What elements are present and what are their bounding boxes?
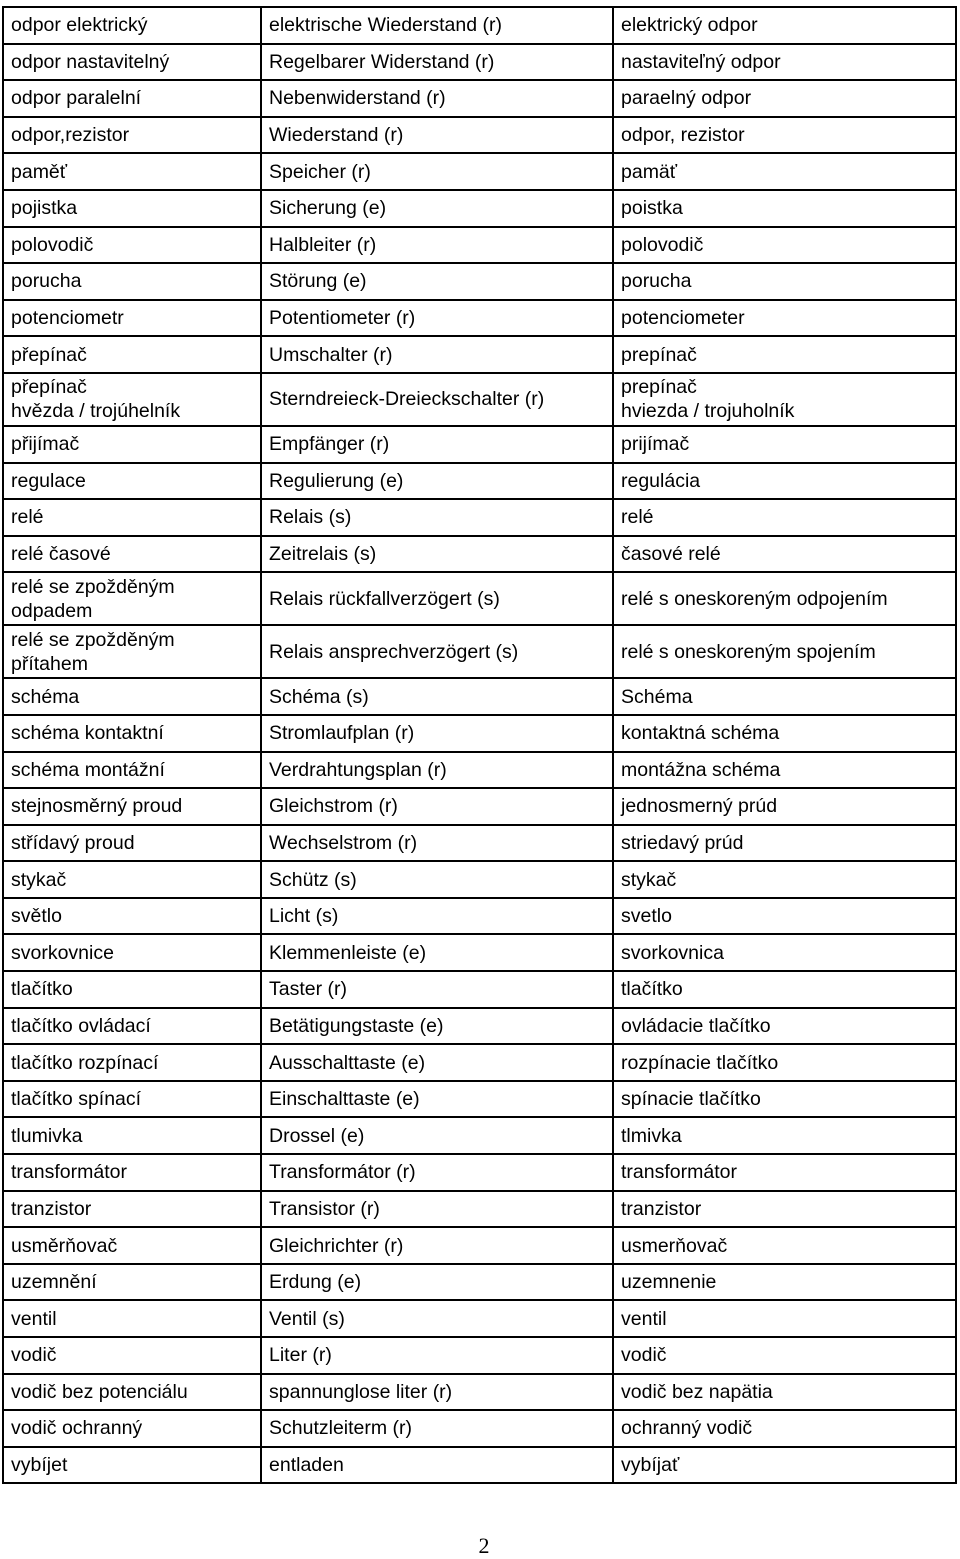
slovak-term-cell: pamäť bbox=[613, 153, 956, 190]
slovak-term-cell: ventil bbox=[613, 1300, 956, 1337]
german-term-cell: Störung (e) bbox=[261, 263, 613, 300]
slovak-term-cell: uzemnenie bbox=[613, 1264, 956, 1301]
czech-term-cell: relé se zpožděným přítahem bbox=[3, 625, 261, 678]
german-term-cell: Regulierung (e) bbox=[261, 463, 613, 500]
german-term-cell: Erdung (e) bbox=[261, 1264, 613, 1301]
german-term-cell: Gleichrichter (r) bbox=[261, 1227, 613, 1264]
table-row bbox=[3, 1264, 956, 1301]
czech-term-cell: tlačítko spínací bbox=[3, 1081, 261, 1118]
table-row bbox=[3, 715, 956, 752]
table-row bbox=[3, 1374, 956, 1411]
czech-term-cell: relé bbox=[3, 499, 261, 536]
glossary-table bbox=[2, 6, 957, 1484]
czech-term-cell: vybíjet bbox=[3, 1447, 261, 1484]
czech-term-cell: přepínač hvězda / trojúhelník bbox=[3, 373, 261, 426]
table-row bbox=[3, 263, 956, 300]
table-row bbox=[3, 1191, 956, 1228]
table-row bbox=[3, 1117, 956, 1154]
table-row bbox=[3, 300, 956, 337]
czech-term-cell: tlačítko rozpínací bbox=[3, 1044, 261, 1081]
slovak-term-cell: jednosmerný prúd bbox=[613, 788, 956, 825]
table-row bbox=[3, 336, 956, 373]
table-row bbox=[3, 1081, 956, 1118]
german-term-cell: Licht (s) bbox=[261, 898, 613, 935]
slovak-term-cell: elektrický odpor bbox=[613, 7, 956, 44]
czech-term-cell: porucha bbox=[3, 263, 261, 300]
table-row bbox=[3, 463, 956, 500]
czech-term-cell: stejnosměrný proud bbox=[3, 788, 261, 825]
czech-term-cell: tlačítko bbox=[3, 971, 261, 1008]
glossary-body bbox=[3, 7, 956, 1483]
czech-term-cell: odpor elektrický bbox=[3, 7, 261, 44]
slovak-term-cell: ovládacie tlačítko bbox=[613, 1008, 956, 1045]
table-row bbox=[3, 80, 956, 117]
german-term-cell: Transistor (r) bbox=[261, 1191, 613, 1228]
slovak-term-cell: relé s oneskoreným spojením bbox=[613, 625, 956, 678]
slovak-term-cell: usmerňovač bbox=[613, 1227, 956, 1264]
slovak-term-cell: porucha bbox=[613, 263, 956, 300]
table-row bbox=[3, 625, 956, 678]
czech-term-cell: světlo bbox=[3, 898, 261, 935]
table-row bbox=[3, 426, 956, 463]
table-row bbox=[3, 934, 956, 971]
table-row bbox=[3, 7, 956, 44]
table-row bbox=[3, 861, 956, 898]
czech-term-cell: relé časové bbox=[3, 536, 261, 573]
czech-term-cell: odpor paralelní bbox=[3, 80, 261, 117]
slovak-term-cell: vodič bez napätia bbox=[613, 1374, 956, 1411]
czech-term-cell: střídavý proud bbox=[3, 825, 261, 862]
table-row bbox=[3, 1227, 956, 1264]
slovak-term-cell: polovodič bbox=[613, 227, 956, 264]
german-term-cell: elektrische Wiederstand (r) bbox=[261, 7, 613, 44]
german-term-cell: Nebenwiderstand (r) bbox=[261, 80, 613, 117]
table-row bbox=[3, 1337, 956, 1374]
slovak-term-cell: vybíjať bbox=[613, 1447, 956, 1484]
czech-term-cell: stykač bbox=[3, 861, 261, 898]
german-term-cell: Betätigungstaste (e) bbox=[261, 1008, 613, 1045]
slovak-term-cell: relé s oneskoreným odpojením bbox=[613, 572, 956, 625]
table-row bbox=[3, 44, 956, 81]
czech-term-cell: vodič ochranný bbox=[3, 1410, 261, 1447]
table-row bbox=[3, 190, 956, 227]
czech-term-cell: schéma bbox=[3, 678, 261, 715]
czech-term-cell: usměrňovač bbox=[3, 1227, 261, 1264]
czech-term-cell: přijímač bbox=[3, 426, 261, 463]
slovak-term-cell: svetlo bbox=[613, 898, 956, 935]
german-term-cell: Schutzleiterm (r) bbox=[261, 1410, 613, 1447]
german-term-cell: Taster (r) bbox=[261, 971, 613, 1008]
table-row bbox=[3, 536, 956, 573]
czech-term-cell: přepínač bbox=[3, 336, 261, 373]
slovak-term-cell: regulácia bbox=[613, 463, 956, 500]
czech-term-cell: tranzistor bbox=[3, 1191, 261, 1228]
czech-term-cell: vodič bbox=[3, 1337, 261, 1374]
german-term-cell: Schütz (s) bbox=[261, 861, 613, 898]
czech-term-cell: ventil bbox=[3, 1300, 261, 1337]
german-term-cell: Wechselstrom (r) bbox=[261, 825, 613, 862]
czech-term-cell: tlumivka bbox=[3, 1117, 261, 1154]
slovak-term-cell: spínacie tlačítko bbox=[613, 1081, 956, 1118]
czech-term-cell: potenciometr bbox=[3, 300, 261, 337]
german-term-cell: Speicher (r) bbox=[261, 153, 613, 190]
czech-term-cell: uzemnění bbox=[3, 1264, 261, 1301]
table-row bbox=[3, 1410, 956, 1447]
table-row bbox=[3, 153, 956, 190]
czech-term-cell: regulace bbox=[3, 463, 261, 500]
slovak-term-cell: Schéma bbox=[613, 678, 956, 715]
slovak-term-cell: relé bbox=[613, 499, 956, 536]
table-row bbox=[3, 971, 956, 1008]
slovak-term-cell: časové relé bbox=[613, 536, 956, 573]
czech-term-cell: schéma kontaktní bbox=[3, 715, 261, 752]
czech-term-cell: transformátor bbox=[3, 1154, 261, 1191]
german-term-cell: Sicherung (e) bbox=[261, 190, 613, 227]
slovak-term-cell: tlmivka bbox=[613, 1117, 956, 1154]
german-term-cell: Ventil (s) bbox=[261, 1300, 613, 1337]
table-row bbox=[3, 898, 956, 935]
slovak-term-cell: nastaviteľný odpor bbox=[613, 44, 956, 81]
german-term-cell: Ausschalttaste (e) bbox=[261, 1044, 613, 1081]
table-row bbox=[3, 1300, 956, 1337]
czech-term-cell: pojistka bbox=[3, 190, 261, 227]
czech-term-cell: relé se zpožděným odpadem bbox=[3, 572, 261, 625]
slovak-term-cell: montážna schéma bbox=[613, 752, 956, 789]
slovak-term-cell: paraelný odpor bbox=[613, 80, 956, 117]
german-term-cell: Umschalter (r) bbox=[261, 336, 613, 373]
czech-term-cell: paměť bbox=[3, 153, 261, 190]
german-term-cell: Potentiometer (r) bbox=[261, 300, 613, 337]
slovak-term-cell: odpor, rezistor bbox=[613, 117, 956, 154]
slovak-term-cell: kontaktná schéma bbox=[613, 715, 956, 752]
slovak-term-cell: poistka bbox=[613, 190, 956, 227]
german-term-cell: Empfänger (r) bbox=[261, 426, 613, 463]
table-row bbox=[3, 227, 956, 264]
czech-term-cell: polovodič bbox=[3, 227, 261, 264]
slovak-term-cell: stykač bbox=[613, 861, 956, 898]
slovak-term-cell: striedavý prúd bbox=[613, 825, 956, 862]
slovak-term-cell: transformátor bbox=[613, 1154, 956, 1191]
german-term-cell: entladen bbox=[261, 1447, 613, 1484]
czech-term-cell: tlačítko ovládací bbox=[3, 1008, 261, 1045]
table-row bbox=[3, 1008, 956, 1045]
german-term-cell: Relais rückfallverzögert (s) bbox=[261, 572, 613, 625]
table-row bbox=[3, 825, 956, 862]
german-term-cell: Regelbarer Widerstand (r) bbox=[261, 44, 613, 81]
german-term-cell: Liter (r) bbox=[261, 1337, 613, 1374]
slovak-term-cell: vodič bbox=[613, 1337, 956, 1374]
slovak-term-cell: potenciometer bbox=[613, 300, 956, 337]
slovak-term-cell: prijímač bbox=[613, 426, 956, 463]
german-term-cell: Relais (s) bbox=[261, 499, 613, 536]
slovak-term-cell: svorkovnica bbox=[613, 934, 956, 971]
table-row bbox=[3, 788, 956, 825]
german-term-cell: Drossel (e) bbox=[261, 1117, 613, 1154]
table-row bbox=[3, 1044, 956, 1081]
czech-term-cell: svorkovnice bbox=[3, 934, 261, 971]
table-row bbox=[3, 1447, 956, 1484]
german-term-cell: Relais ansprechverzögert (s) bbox=[261, 625, 613, 678]
table-row bbox=[3, 373, 956, 426]
czech-term-cell: odpor,rezistor bbox=[3, 117, 261, 154]
german-term-cell: Verdrahtungsplan (r) bbox=[261, 752, 613, 789]
slovak-term-cell: tranzistor bbox=[613, 1191, 956, 1228]
german-term-cell: Klemmenleiste (e) bbox=[261, 934, 613, 971]
german-term-cell: Stromlaufplan (r) bbox=[261, 715, 613, 752]
slovak-term-cell: tlačítko bbox=[613, 971, 956, 1008]
german-term-cell: Halbleiter (r) bbox=[261, 227, 613, 264]
german-term-cell: Einschalttaste (e) bbox=[261, 1081, 613, 1118]
czech-term-cell: schéma montážní bbox=[3, 752, 261, 789]
slovak-term-cell: prepínač hviezda / trojuholník bbox=[613, 373, 956, 426]
table-row bbox=[3, 1154, 956, 1191]
page-number: 2 bbox=[478, 1533, 490, 1558]
german-term-cell: Sterndreieck-Dreieckschalter (r) bbox=[261, 373, 613, 426]
table-row bbox=[3, 752, 956, 789]
table-row bbox=[3, 117, 956, 154]
slovak-term-cell: prepínač bbox=[613, 336, 956, 373]
german-term-cell: Zeitrelais (s) bbox=[261, 536, 613, 573]
german-term-cell: Gleichstrom (r) bbox=[261, 788, 613, 825]
slovak-term-cell: rozpínacie tlačítko bbox=[613, 1044, 956, 1081]
german-term-cell: Schéma (s) bbox=[261, 678, 613, 715]
slovak-term-cell: ochranný vodič bbox=[613, 1410, 956, 1447]
table-row bbox=[3, 678, 956, 715]
czech-term-cell: vodič bez potenciálu bbox=[3, 1374, 261, 1411]
german-term-cell: spannunglose liter (r) bbox=[261, 1374, 613, 1411]
table-row bbox=[3, 499, 956, 536]
table-row bbox=[3, 572, 956, 625]
czech-term-cell: odpor nastavitelný bbox=[3, 44, 261, 81]
german-term-cell: Wiederstand (r) bbox=[261, 117, 613, 154]
german-term-cell: Transformátor (r) bbox=[261, 1154, 613, 1191]
